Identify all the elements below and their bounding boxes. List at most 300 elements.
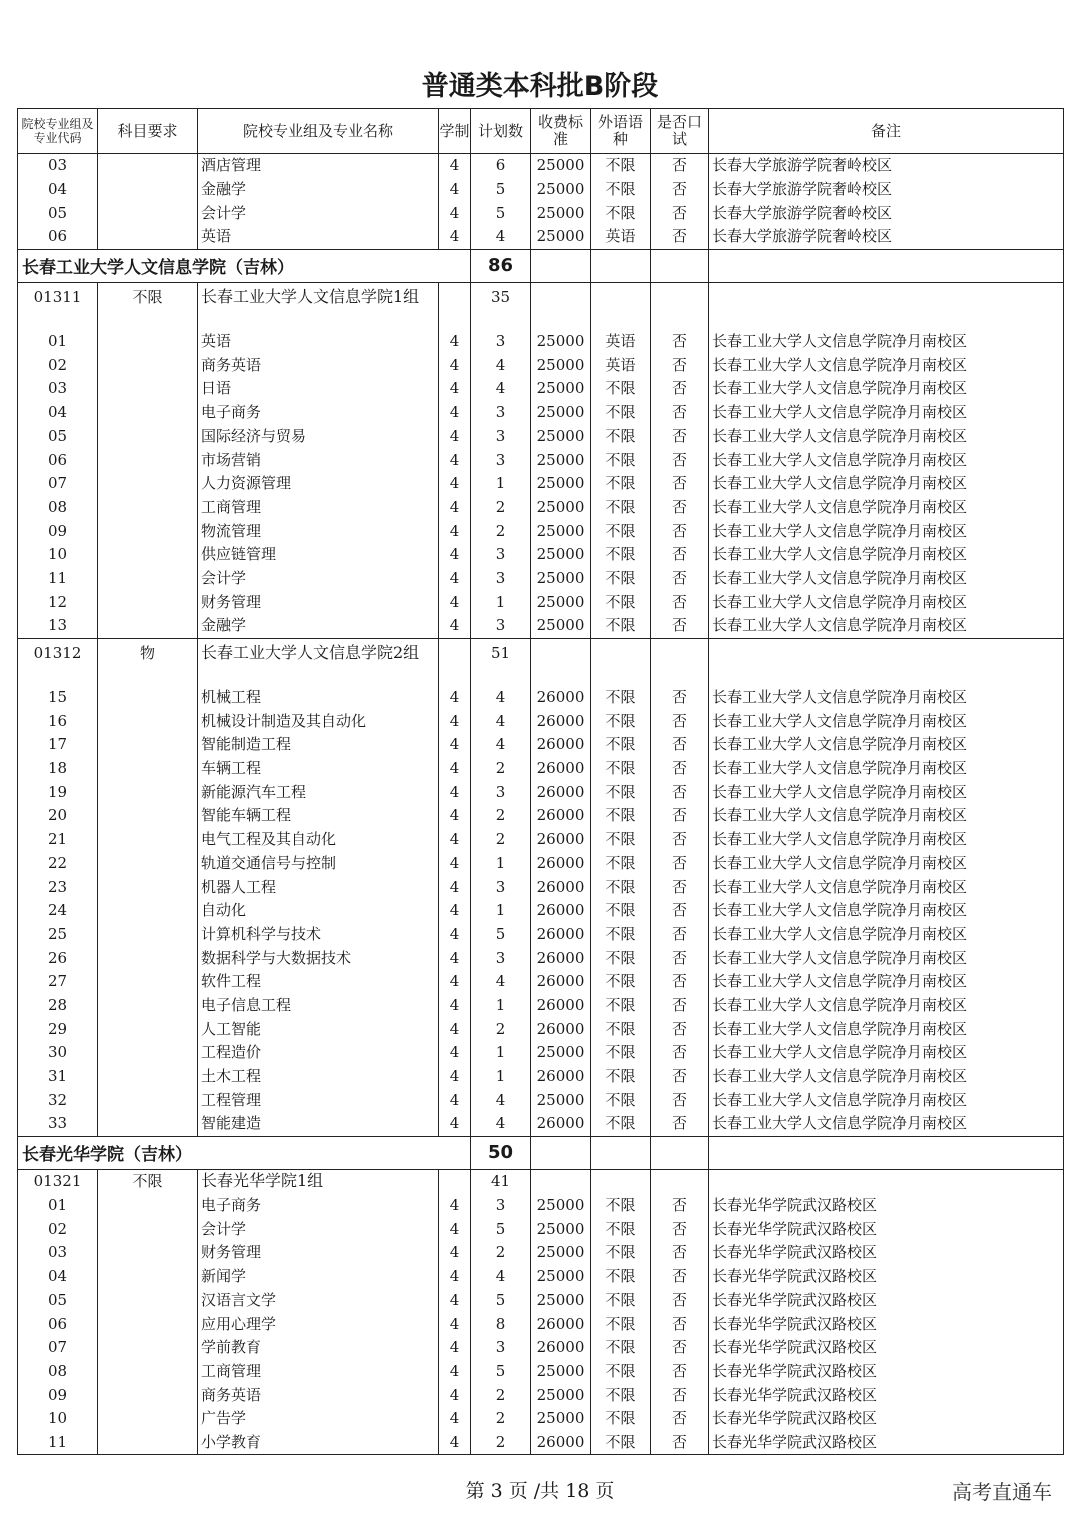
- duration: 4: [439, 757, 471, 781]
- table-row: [18, 994, 1064, 1018]
- table-row: [18, 448, 1064, 472]
- fee: 25000: [531, 1383, 591, 1407]
- oral-exam: 否: [651, 852, 709, 876]
- group-row: [18, 638, 1064, 686]
- table-row: [18, 828, 1064, 852]
- major-name: 国际经济与贸易: [198, 425, 439, 449]
- fee: 26000: [531, 946, 591, 970]
- note: 长春工业大学人文信息学院净月南校区: [709, 970, 1064, 994]
- major-code: 07: [18, 472, 98, 496]
- oral-exam: 否: [651, 1289, 709, 1313]
- group-requirement: 物: [98, 638, 198, 686]
- fee: 25000: [531, 401, 591, 425]
- oral-exam: 否: [651, 472, 709, 496]
- oral-exam: 否: [651, 1194, 709, 1218]
- language: 不限: [591, 1194, 651, 1218]
- major-name: 智能制造工程: [198, 733, 439, 757]
- subject-requirement: [98, 1041, 198, 1065]
- plan-count: 6: [471, 154, 531, 178]
- subject-requirement: [98, 567, 198, 591]
- subject-requirement: [98, 472, 198, 496]
- plan-count: 4: [471, 1112, 531, 1136]
- fee: 26000: [531, 1336, 591, 1360]
- major-name: 新闻学: [198, 1265, 439, 1289]
- fee: 26000: [531, 970, 591, 994]
- fee: 25000: [531, 225, 591, 249]
- table-row: [18, 472, 1064, 496]
- major-code: 06: [18, 1312, 98, 1336]
- major-code: 02: [18, 1217, 98, 1241]
- subject-requirement: [98, 923, 198, 947]
- fee: 26000: [531, 780, 591, 804]
- note: 长春工业大学人文信息学院净月南校区: [709, 852, 1064, 876]
- oral-exam: 否: [651, 1431, 709, 1455]
- language: 不限: [591, 875, 651, 899]
- plan-count: 5: [471, 1289, 531, 1313]
- major-code: 06: [18, 225, 98, 249]
- oral-exam: 否: [651, 1088, 709, 1112]
- oral-exam: 否: [651, 804, 709, 828]
- major-code: 08: [18, 496, 98, 520]
- major-name: 人力资源管理: [198, 472, 439, 496]
- major-name: 会计学: [198, 1217, 439, 1241]
- table-row: [18, 1360, 1064, 1384]
- language: 不限: [591, 946, 651, 970]
- group-fee-blank: [531, 638, 591, 686]
- group-name: 长春工业大学人文信息学院2组: [198, 638, 439, 686]
- language: 不限: [591, 899, 651, 923]
- fee: 25000: [531, 178, 591, 202]
- subject-requirement: [98, 899, 198, 923]
- major-code: 09: [18, 519, 98, 543]
- fee: 25000: [531, 425, 591, 449]
- group-duration-blank: [439, 638, 471, 686]
- plan-count: 2: [471, 1241, 531, 1265]
- oral-exam: 否: [651, 448, 709, 472]
- major-name: 机器人工程: [198, 875, 439, 899]
- major-name: 商务英语: [198, 353, 439, 377]
- table-row: [18, 567, 1064, 591]
- plan-count: 2: [471, 1431, 531, 1455]
- major-name: 英语: [198, 225, 439, 249]
- group-fee-blank: [531, 1169, 591, 1194]
- language: 不限: [591, 1265, 651, 1289]
- oral-exam: 否: [651, 1112, 709, 1136]
- group-oral-blank: [651, 282, 709, 330]
- major-name: 智能建造: [198, 1112, 439, 1136]
- institution-row: [18, 249, 1064, 282]
- plan-count: 5: [471, 1360, 531, 1384]
- col-header-plan: 计划数: [471, 109, 531, 154]
- table-row: [18, 875, 1064, 899]
- major-code: 01: [18, 1194, 98, 1218]
- plan-count: 2: [471, 804, 531, 828]
- group-lang-blank: [591, 638, 651, 686]
- note: 长春工业大学人文信息学院净月南校区: [709, 519, 1064, 543]
- major-code: 02: [18, 353, 98, 377]
- major-code: 22: [18, 852, 98, 876]
- major-name: 财务管理: [198, 1241, 439, 1265]
- plan-count: 2: [471, 1017, 531, 1041]
- language: 不限: [591, 1407, 651, 1431]
- note: 长春光华学院武汉路校区: [709, 1431, 1064, 1455]
- note: 长春工业大学人文信息学院净月南校区: [709, 686, 1064, 710]
- subject-requirement: [98, 1360, 198, 1384]
- major-name: 小学教育: [198, 1431, 439, 1455]
- plan-count: 4: [471, 1265, 531, 1289]
- plan-count: 4: [471, 709, 531, 733]
- subject-requirement: [98, 425, 198, 449]
- major-code: 03: [18, 154, 98, 178]
- major-code: 01: [18, 330, 98, 354]
- oral-exam: 否: [651, 496, 709, 520]
- duration: 4: [439, 1194, 471, 1218]
- table-row: [18, 543, 1064, 567]
- fee: 25000: [531, 614, 591, 638]
- plan-count: 3: [471, 330, 531, 354]
- table-row: [18, 590, 1064, 614]
- note: 长春工业大学人文信息学院净月南校区: [709, 472, 1064, 496]
- institution-total: 86: [471, 249, 531, 282]
- note: 长春大学旅游学院奢岭校区: [709, 225, 1064, 249]
- duration: 4: [439, 1312, 471, 1336]
- note: 长春光华学院武汉路校区: [709, 1360, 1064, 1384]
- duration: 4: [439, 448, 471, 472]
- table-row: [18, 1407, 1064, 1431]
- plan-count: 3: [471, 946, 531, 970]
- plan-count: 1: [471, 994, 531, 1018]
- oral-exam: 否: [651, 154, 709, 178]
- note: 长春光华学院武汉路校区: [709, 1336, 1064, 1360]
- group-duration-blank: [439, 282, 471, 330]
- language: 不限: [591, 686, 651, 710]
- major-name: 软件工程: [198, 970, 439, 994]
- plan-count: 3: [471, 1194, 531, 1218]
- group-duration-blank: [439, 1169, 471, 1194]
- language: 不限: [591, 590, 651, 614]
- oral-exam: 否: [651, 780, 709, 804]
- oral-exam: 否: [651, 1336, 709, 1360]
- subject-requirement: [98, 733, 198, 757]
- fee: 25000: [531, 1041, 591, 1065]
- plan-count: 2: [471, 1407, 531, 1431]
- group-note-blank: [709, 1169, 1064, 1194]
- plan-count: 3: [471, 401, 531, 425]
- group-row: [18, 1169, 1064, 1194]
- plan-count: 2: [471, 757, 531, 781]
- fee: 26000: [531, 1017, 591, 1041]
- major-name: 轨道交通信号与控制: [198, 852, 439, 876]
- fee: 25000: [531, 1265, 591, 1289]
- fee: 25000: [531, 543, 591, 567]
- oral-exam: 否: [651, 1312, 709, 1336]
- plan-count: 3: [471, 614, 531, 638]
- table-row: [18, 154, 1064, 178]
- plan-count: 3: [471, 425, 531, 449]
- oral-exam: 否: [651, 1383, 709, 1407]
- oral-exam: 否: [651, 1065, 709, 1089]
- plan-count: 3: [471, 780, 531, 804]
- note: 长春光华学院武汉路校区: [709, 1217, 1064, 1241]
- institution-name: 长春光华学院（吉林）: [18, 1136, 471, 1169]
- language: 不限: [591, 567, 651, 591]
- major-code: 27: [18, 970, 98, 994]
- oral-exam: 否: [651, 733, 709, 757]
- duration: 4: [439, 1017, 471, 1041]
- major-name: 金融学: [198, 614, 439, 638]
- duration: 4: [439, 178, 471, 202]
- group-row: [18, 282, 1064, 330]
- fee: 25000: [531, 1194, 591, 1218]
- subject-requirement: [98, 353, 198, 377]
- plan-count: 5: [471, 1217, 531, 1241]
- language: 不限: [591, 1217, 651, 1241]
- plan-count: 1: [471, 590, 531, 614]
- duration: 4: [439, 614, 471, 638]
- duration: 4: [439, 496, 471, 520]
- plan-count: 2: [471, 828, 531, 852]
- duration: 4: [439, 1383, 471, 1407]
- oral-exam: 否: [651, 1241, 709, 1265]
- group-lang-blank: [591, 1169, 651, 1194]
- table-row: [18, 923, 1064, 947]
- table-row: [18, 1017, 1064, 1041]
- duration: 4: [439, 970, 471, 994]
- major-name: 广告学: [198, 1407, 439, 1431]
- note: 长春大学旅游学院奢岭校区: [709, 154, 1064, 178]
- major-code: 30: [18, 1041, 98, 1065]
- subject-requirement: [98, 590, 198, 614]
- group-name: 长春光华学院1组: [198, 1169, 439, 1194]
- major-name: 汉语言文学: [198, 1289, 439, 1313]
- major-name: 计算机科学与技术: [198, 923, 439, 947]
- plan-count: 3: [471, 543, 531, 567]
- note: 长春工业大学人文信息学院净月南校区: [709, 377, 1064, 401]
- institution-fee-blank: [531, 249, 591, 282]
- oral-exam: 否: [651, 709, 709, 733]
- subject-requirement: [98, 330, 198, 354]
- subject-requirement: [98, 1217, 198, 1241]
- subject-requirement: [98, 377, 198, 401]
- major-code: 31: [18, 1065, 98, 1089]
- plan-count: 4: [471, 686, 531, 710]
- institution-oral-blank: [651, 249, 709, 282]
- language: 不限: [591, 1112, 651, 1136]
- major-name: 物流管理: [198, 519, 439, 543]
- table-row: [18, 1088, 1064, 1112]
- subject-requirement: [98, 1241, 198, 1265]
- major-code: 10: [18, 543, 98, 567]
- table-row: [18, 1289, 1064, 1313]
- note: 长春工业大学人文信息学院净月南校区: [709, 899, 1064, 923]
- duration: 4: [439, 804, 471, 828]
- oral-exam: 否: [651, 686, 709, 710]
- language: 不限: [591, 472, 651, 496]
- institution-fee-blank: [531, 1136, 591, 1169]
- note: 长春工业大学人文信息学院净月南校区: [709, 804, 1064, 828]
- table-row: [18, 804, 1064, 828]
- fee: 26000: [531, 804, 591, 828]
- major-code: 11: [18, 1431, 98, 1455]
- subject-requirement: [98, 1194, 198, 1218]
- note: 长春光华学院武汉路校区: [709, 1265, 1064, 1289]
- major-name: 机械工程: [198, 686, 439, 710]
- major-code: 29: [18, 1017, 98, 1041]
- subject-requirement: [98, 757, 198, 781]
- duration: 4: [439, 828, 471, 852]
- major-code: 05: [18, 425, 98, 449]
- plan-count: 1: [471, 899, 531, 923]
- table-row: [18, 425, 1064, 449]
- duration: 4: [439, 1289, 471, 1313]
- major-code: 15: [18, 686, 98, 710]
- major-name: 会计学: [198, 201, 439, 225]
- fee: 25000: [531, 1217, 591, 1241]
- language: 不限: [591, 448, 651, 472]
- fee: 25000: [531, 1241, 591, 1265]
- table-row: [18, 1336, 1064, 1360]
- plan-count: 5: [471, 923, 531, 947]
- fee: 25000: [531, 472, 591, 496]
- table-row: [18, 519, 1064, 543]
- major-name: 日语: [198, 377, 439, 401]
- oral-exam: 否: [651, 757, 709, 781]
- note: 长春光华学院武汉路校区: [709, 1383, 1064, 1407]
- duration: 4: [439, 1088, 471, 1112]
- subject-requirement: [98, 178, 198, 202]
- table-row: [18, 899, 1064, 923]
- group-requirement: 不限: [98, 282, 198, 330]
- institution-lang-blank: [591, 1136, 651, 1169]
- language: 不限: [591, 709, 651, 733]
- major-code: 33: [18, 1112, 98, 1136]
- duration: 4: [439, 923, 471, 947]
- major-name: 电气工程及其自动化: [198, 828, 439, 852]
- subject-requirement: [98, 201, 198, 225]
- oral-exam: 否: [651, 614, 709, 638]
- table-row: [18, 377, 1064, 401]
- note: 长春工业大学人文信息学院净月南校区: [709, 1065, 1064, 1089]
- major-name: 电子商务: [198, 1194, 439, 1218]
- note: 长春光华学院武汉路校区: [709, 1241, 1064, 1265]
- note: 长春工业大学人文信息学院净月南校区: [709, 1041, 1064, 1065]
- duration: 4: [439, 709, 471, 733]
- table-row: [18, 1431, 1064, 1455]
- plan-count: 4: [471, 970, 531, 994]
- table-row: [18, 686, 1064, 710]
- major-name: 工商管理: [198, 496, 439, 520]
- note: 长春工业大学人文信息学院净月南校区: [709, 353, 1064, 377]
- major-name: 自动化: [198, 899, 439, 923]
- major-name: 供应链管理: [198, 543, 439, 567]
- duration: 4: [439, 780, 471, 804]
- subject-requirement: [98, 448, 198, 472]
- plan-count: 3: [471, 1336, 531, 1360]
- subject-requirement: [98, 970, 198, 994]
- major-name: 工程管理: [198, 1088, 439, 1112]
- note: 长春工业大学人文信息学院净月南校区: [709, 1112, 1064, 1136]
- oral-exam: 否: [651, 201, 709, 225]
- language: 不限: [591, 1336, 651, 1360]
- language: 不限: [591, 178, 651, 202]
- table-row: [18, 1194, 1064, 1218]
- plan-count: 5: [471, 201, 531, 225]
- duration: 4: [439, 1217, 471, 1241]
- table-row: [18, 1041, 1064, 1065]
- table-row: [18, 225, 1064, 249]
- note: 长春工业大学人文信息学院净月南校区: [709, 1088, 1064, 1112]
- plan-count: 2: [471, 519, 531, 543]
- major-name: 智能车辆工程: [198, 804, 439, 828]
- duration: 4: [439, 875, 471, 899]
- duration: 4: [439, 225, 471, 249]
- duration: 4: [439, 353, 471, 377]
- major-name: 新能源汽车工程: [198, 780, 439, 804]
- fee: 25000: [531, 567, 591, 591]
- subject-requirement: [98, 1407, 198, 1431]
- language: 英语: [591, 330, 651, 354]
- col-header-requirement: 科目要求: [98, 109, 198, 154]
- oral-exam: 否: [651, 519, 709, 543]
- fee: 25000: [531, 1289, 591, 1313]
- major-code: 17: [18, 733, 98, 757]
- major-code: 23: [18, 875, 98, 899]
- major-code: 11: [18, 567, 98, 591]
- duration: 4: [439, 472, 471, 496]
- language: 英语: [591, 353, 651, 377]
- note: 长春工业大学人文信息学院净月南校区: [709, 567, 1064, 591]
- fee: 25000: [531, 330, 591, 354]
- group-code: 01311: [18, 282, 98, 330]
- plan-count: 1: [471, 1041, 531, 1065]
- subject-requirement: [98, 994, 198, 1018]
- major-name: 应用心理学: [198, 1312, 439, 1336]
- table-row: [18, 1265, 1064, 1289]
- language: 不限: [591, 1017, 651, 1041]
- group-note-blank: [709, 638, 1064, 686]
- major-name: 工程造价: [198, 1041, 439, 1065]
- table-row: [18, 733, 1064, 757]
- note: 长春工业大学人文信息学院净月南校区: [709, 401, 1064, 425]
- language: 不限: [591, 852, 651, 876]
- oral-exam: 否: [651, 994, 709, 1018]
- page-footer: 第 3 页 /共 18 页: [465, 1480, 615, 1502]
- major-code: 12: [18, 590, 98, 614]
- subject-requirement: [98, 852, 198, 876]
- major-name: 车辆工程: [198, 757, 439, 781]
- subject-requirement: [98, 1112, 198, 1136]
- major-code: 13: [18, 614, 98, 638]
- table-row: [18, 496, 1064, 520]
- oral-exam: 否: [651, 828, 709, 852]
- note: 长春工业大学人文信息学院净月南校区: [709, 757, 1064, 781]
- plan-count: 2: [471, 496, 531, 520]
- language: 不限: [591, 970, 651, 994]
- col-header-language: 外语语种: [591, 109, 651, 154]
- duration: 4: [439, 1360, 471, 1384]
- major-name: 会计学: [198, 567, 439, 591]
- note: 长春工业大学人文信息学院净月南校区: [709, 448, 1064, 472]
- note: 长春工业大学人文信息学院净月南校区: [709, 994, 1064, 1018]
- major-code: 10: [18, 1407, 98, 1431]
- duration: 4: [439, 1041, 471, 1065]
- major-code: 03: [18, 1241, 98, 1265]
- language: 不限: [591, 994, 651, 1018]
- subject-requirement: [98, 225, 198, 249]
- subject-requirement: [98, 1336, 198, 1360]
- note: 长春工业大学人文信息学院净月南校区: [709, 590, 1064, 614]
- duration: 4: [439, 733, 471, 757]
